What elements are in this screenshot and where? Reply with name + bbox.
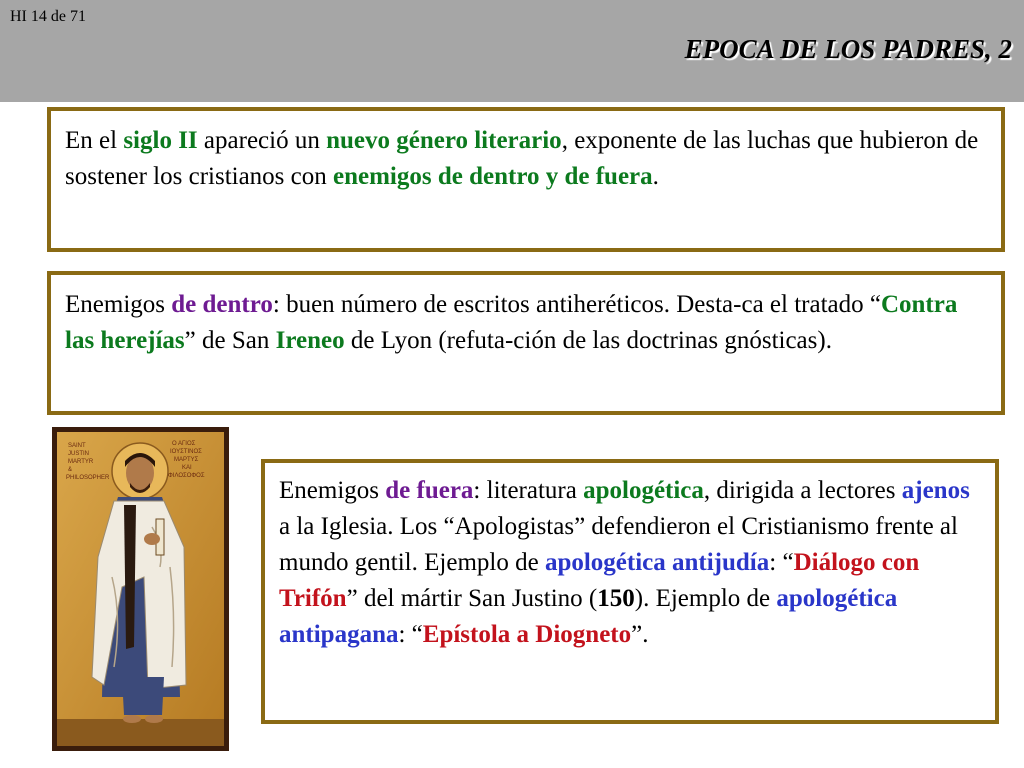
svg-text:ΦΙΛΟΣΟΦΟΣ: ΦΙΛΟΣΟΦΟΣ	[168, 473, 205, 479]
box1-text-4: .	[652, 163, 659, 190]
box2-text-3: ” de San	[184, 327, 276, 354]
box1-text-2: apareció un	[197, 127, 327, 154]
box1-text-1: En el	[65, 127, 124, 154]
box2-highlight-ireneo: Ireneo	[275, 327, 345, 354]
box2-text-1: Enemigos	[65, 291, 172, 318]
box1-text-3: , exponente de las luchas que hubieron de sostener los cristianos con	[65, 127, 979, 190]
slide-number: HI 14 de 71	[10, 8, 86, 25]
saint-justin-icon-image	[52, 427, 229, 751]
box3-text-9: ”.	[631, 621, 649, 648]
svg-text:ΚΑΙ: ΚΑΙ	[182, 465, 192, 471]
saint-justin-icon	[52, 427, 229, 751]
title-bar	[0, 0, 1024, 102]
box3-text-3: , dirigida a lectores	[703, 477, 902, 504]
box1-highlight-genero: nuevo género literario	[326, 127, 562, 154]
svg-text:ΙΟΥΣΤΙΝΟΣ: ΙΟΥΣΤΙΝΟΣ	[170, 449, 202, 455]
svg-text:SAINT: SAINT	[68, 443, 86, 449]
text-box-enemigos-de-fuera	[261, 459, 999, 724]
box3-highlight-antipagana: apologética antipagana	[279, 585, 898, 648]
box3-text-5: : “	[769, 549, 794, 576]
svg-text:MARTYR: MARTYR	[68, 459, 94, 465]
svg-text:ΜΑΡΤΥΣ: ΜΑΡΤΥΣ	[174, 457, 199, 463]
box3-highlight-ajenos: ajenos	[901, 477, 970, 504]
box3-text-6: ” del mártir San Justino (	[346, 585, 598, 612]
svg-text:PHILOSOPHER: PHILOSOPHER	[66, 475, 110, 481]
box2-highlight-de-dentro: de dentro	[171, 291, 273, 318]
box3-highlight-antijudia: apologética antijudía	[544, 549, 770, 576]
box3-text-7: ). Ejemplo de	[634, 585, 777, 612]
box3-text-1: Enemigos	[279, 477, 386, 504]
box3-text-4: a la Iglesia. Los “Apologistas” defendieron el Cristianismo frente al mundo gentil. Ejemplo de	[279, 513, 958, 576]
svg-text:JUSTIN: JUSTIN	[68, 451, 89, 457]
box3-highlight-dialogo: Diálogo con Trifón	[279, 549, 920, 612]
box3-highlight-epistola: Epístola a Diogneto	[422, 621, 632, 648]
svg-text:&: &	[68, 467, 73, 473]
text-box-enemigos-de-dentro	[47, 271, 1005, 415]
box1-highlight-enemigos: enemigos de dentro y de fuera	[333, 163, 653, 190]
text-box-second-century	[47, 107, 1005, 252]
box2-text-2: : buen número de escritos antiheréticos. Desta-ca el tratado “	[272, 291, 881, 318]
box3-highlight-de-fuera: de fuera	[385, 477, 474, 504]
box2-text-4: de Lyon (refuta-ción de las doctrinas gnósticas).	[344, 327, 832, 354]
box2-highlight-contra-herejias: Contra las herejías	[65, 291, 958, 354]
box1-highlight-siglo: siglo II	[123, 127, 198, 154]
box3-text-2: : literatura	[473, 477, 584, 504]
svg-text:Ο ΑΓΙΟΣ: Ο ΑΓΙΟΣ	[172, 441, 196, 447]
box3-text-8: : “	[398, 621, 423, 648]
box3-highlight-year: 150	[597, 585, 635, 612]
slide-title: EPOCA DE LOS PADRES, 2	[684, 34, 1012, 64]
box3-highlight-apologetica: apologética	[583, 477, 704, 504]
